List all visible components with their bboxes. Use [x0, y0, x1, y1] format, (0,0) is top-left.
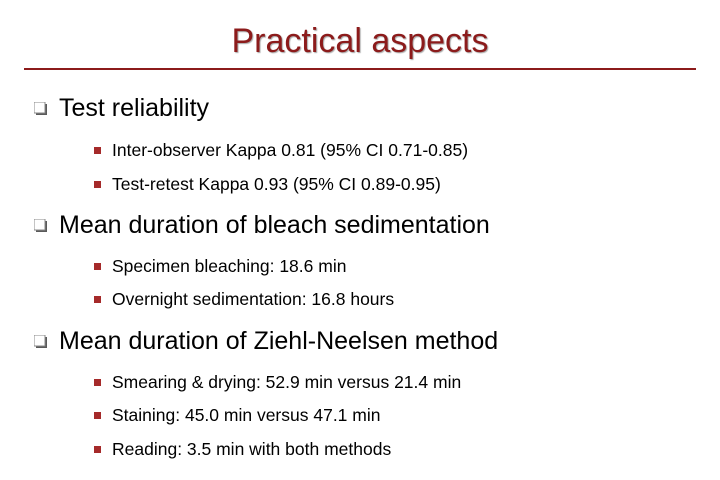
square-bullet-icon: [94, 263, 101, 270]
list-item: [94, 370, 461, 394]
checkbox-bullet-icon: [34, 102, 47, 115]
square-bullet-icon: [94, 379, 101, 386]
list-item: [94, 254, 346, 278]
square-bullet-icon: [94, 296, 101, 303]
square-bullet-icon: [94, 412, 101, 419]
checkbox-bullet-icon: [34, 335, 47, 348]
section-bleach-sedimentation: [34, 209, 490, 241]
section-label: Mean duration of bleach sedimentation: [59, 211, 490, 239]
list-item-text: Reading: 3.5 min with both methods: [112, 439, 392, 459]
list-item-text: Specimen bleaching: 18.6 min: [112, 256, 347, 276]
section-label: Test reliability: [59, 94, 210, 122]
list-item: [94, 403, 380, 427]
checkbox-bullet-icon: [34, 219, 47, 232]
section-label: Mean duration of Ziehl-Neelsen method: [59, 327, 499, 355]
list-item: [94, 138, 468, 162]
list-item: [94, 437, 391, 461]
list-item-text: Smearing & drying: 52.9 min versus 21.4 min: [112, 372, 462, 392]
list-item: [94, 172, 441, 196]
square-bullet-icon: [94, 181, 101, 188]
list-item-text: Overnight sedimentation: 16.8 hours: [112, 289, 395, 309]
list-item-text: Staining: 45.0 min versus 47.1 min: [112, 405, 381, 425]
slide-title: Practical aspects: [231, 22, 489, 60]
section-test-reliability: [34, 92, 209, 124]
list-item-text: Inter-observer Kappa 0.81 (95% CI 0.71-0.85): [112, 140, 469, 160]
square-bullet-icon: [94, 147, 101, 154]
section-ziehl-neelsen: [34, 325, 498, 357]
list-item-text: Test-retest Kappa 0.93 (95% CI 0.89-0.95): [112, 174, 441, 194]
square-bullet-icon: [94, 446, 101, 453]
list-item: [94, 287, 394, 311]
